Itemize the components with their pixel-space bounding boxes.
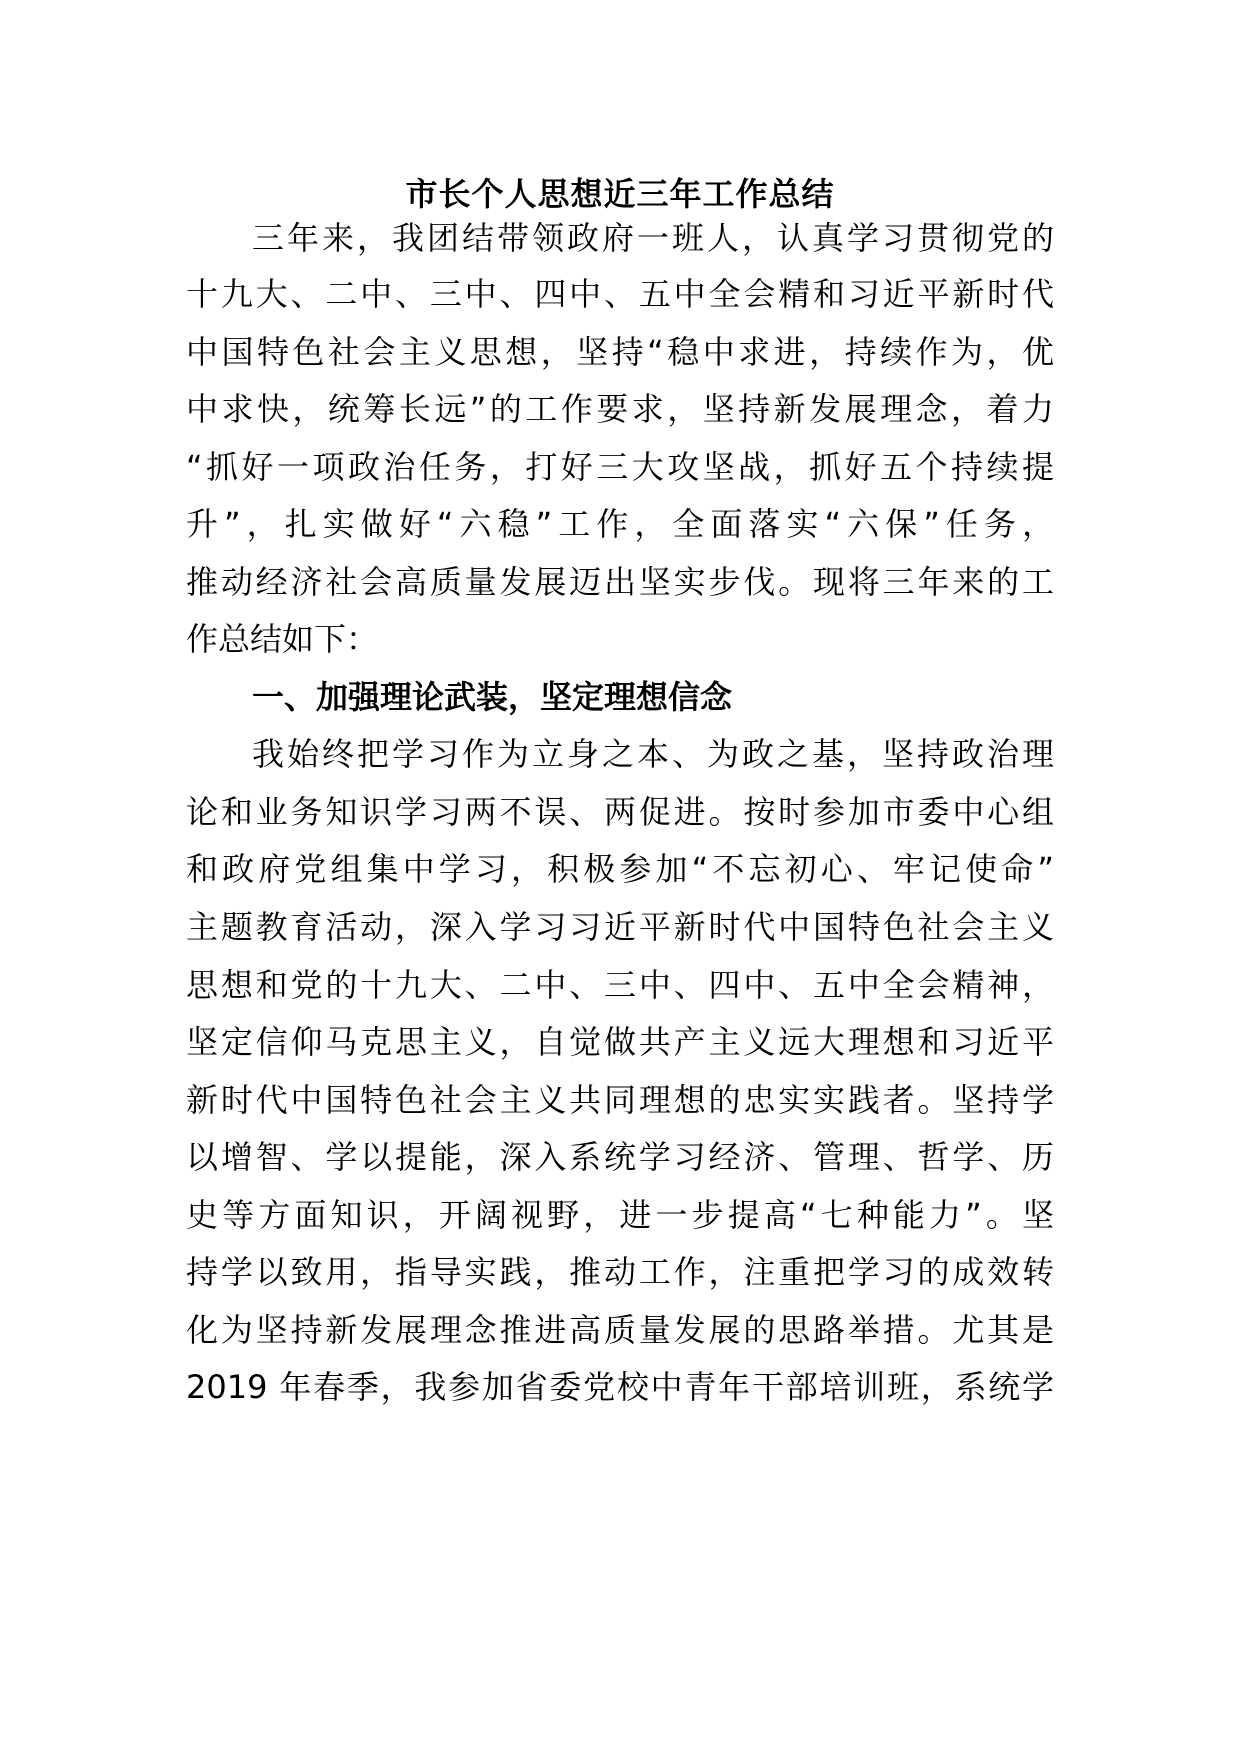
section-line: 坚定信仰马克思主义，自觉做共产主义远大理想和习近平 — [186, 1023, 1054, 1061]
document-title: 市长个人思想近三年工作总结 — [405, 175, 835, 213]
section-line: 我始终把学习作为立身之本、为政之基，坚持政治理 — [252, 735, 1054, 773]
intro-line: 中国特色社会主义思想，坚持“稳中求进，持续作为，优 — [186, 333, 1054, 371]
intro-line: 三年来，我团结带领政府一班人，认真学习贯彻党的 — [252, 219, 1054, 257]
section-line: 以增智、学以提能，深入系统学习经济、管理、哲学、历 — [186, 1138, 1054, 1176]
section-line: 和政府党组集中学习，积极参加“不忘初心、牢记使命” — [186, 850, 1054, 888]
section-line: 2019 年春季，我参加省委党校中青年干部培训班，系统学 — [186, 1368, 1054, 1406]
intro-line: 十九大、二中、三中、四中、五中全会精和习近平新时代 — [186, 275, 1054, 313]
section-line: 主题教育活动，深入学习习近平新时代中国特色社会主义 — [186, 908, 1054, 946]
section-line: 新时代中国特色社会主义共同理想的忠实实践者。坚持学 — [186, 1081, 1054, 1119]
intro-line: 作总结如下： — [186, 620, 379, 658]
intro-line: 升”，扎实做好“六稳”工作，全面落实“六保”任务， — [186, 505, 1054, 543]
section-line: 思想和党的十九大、二中、三中、四中、五中全会精神， — [186, 966, 1054, 1004]
intro-line: 推动经济社会高质量发展迈出坚实步伐。现将三年来的工 — [186, 563, 1054, 601]
section-line: 史等方面知识，开阔视野，进一步提高“七种能力”。坚 — [186, 1196, 1054, 1234]
intro-line: 中求快，统筹长远”的工作要求，坚持新发展理念，着力 — [186, 390, 1054, 428]
section-line: 论和业务知识学习两不误、两促进。按时参加市委中心组 — [186, 793, 1054, 831]
section-line: 持学以致用，指导实践，推动工作，注重把学习的成效转 — [186, 1253, 1054, 1291]
section-heading: 一、加强理论武装，坚定理想信念 — [252, 678, 733, 716]
intro-line: “抓好一项政治任务，打好三大攻坚战，抓好五个持续提 — [186, 448, 1054, 486]
section-line: 化为坚持新发展理念推进高质量发展的思路举措。尤其是 — [186, 1311, 1054, 1349]
